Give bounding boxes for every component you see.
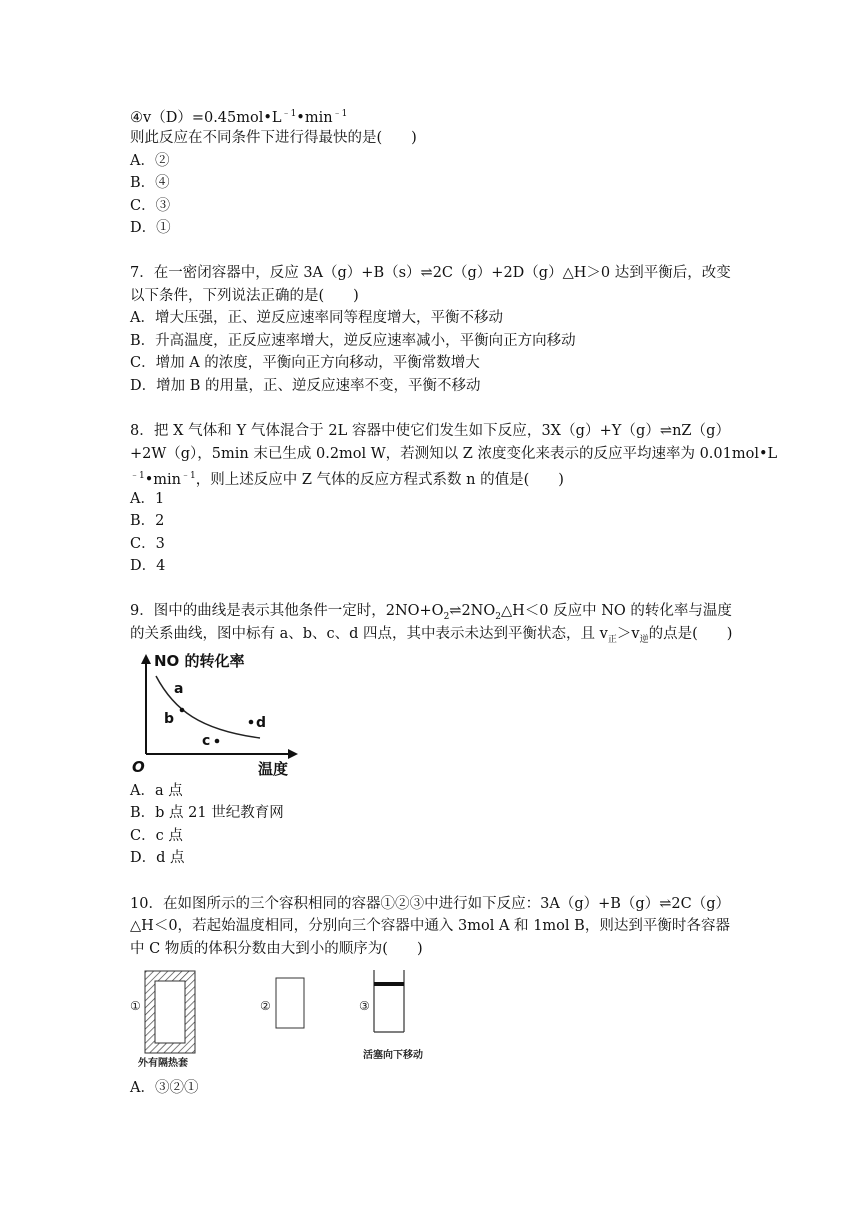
container-1-caption: 外有隔热套	[138, 1058, 188, 1069]
container-1-label: ①	[130, 999, 141, 1013]
q7-stem-line2: 以下条件，下列说法正确的是( )	[130, 288, 359, 304]
q8-option-a: A．1	[130, 491, 165, 507]
graph-xlabel: 温度	[258, 760, 289, 778]
q9-option-c: C．c 点	[130, 828, 183, 844]
q7-stem-line1: 7．在一密闭容器中，反应 3A（g）+B（s）⇌2C（g）+2D（g）△H＞0 达到平衡后，改变	[130, 265, 731, 281]
q7-option-a: A．增大压强，正、逆反应速率同等程度增大，平衡不移动	[130, 310, 503, 326]
point-c-label: c	[202, 733, 211, 749]
container-3-piston	[359, 970, 423, 1061]
q9-option-d: D．d 点	[130, 850, 185, 866]
q8-option-b: B．2	[130, 513, 165, 529]
q6-option-b: B．④	[130, 175, 170, 191]
q8-option-c: C．3	[130, 536, 165, 552]
q8-option-d: D．4	[130, 558, 166, 574]
y-axis-arrow	[141, 654, 151, 664]
q10-option-a: A．③②①	[130, 1080, 199, 1096]
q8-stem-line1: 8．把 X 气体和 Y 气体混合于 2L 容器中使它们发生如下反应，3X（g）+Y（g）⇌nZ（g）	[130, 423, 730, 439]
q10-stem-line1: 10．在如图所示的三个容积相同的容器①②③中进行如下反应：3A（g）+B（g）⇌2C（g）	[130, 896, 730, 912]
q10-stem-line2: △H＜0，若起始温度相同，分别向三个容器中通入 3mol A 和 1mol B，则达到平衡时各容器	[130, 918, 730, 934]
piston	[374, 982, 404, 986]
point-d-label: d	[256, 715, 267, 731]
point-b-marker	[180, 708, 185, 713]
q8-stem-line2: +2W（g），5min 末已生成 0.2mol W，若测知以 Z 浓度变化来表示的反应平均速率为 0.01mol•L	[130, 446, 778, 462]
q6-option-a: A．②	[130, 153, 170, 169]
container-2-label: ②	[260, 999, 271, 1013]
q8-stem-line3: $^{﹣1}•\min^{﹣1}$，则上述反应中 Z 气体的反应方程式系数 n 的值是( )	[130, 471, 564, 488]
q7-option-c: C．增加 A 的浓度，平衡向正方向移动，平衡常数增大	[130, 355, 480, 371]
container-3-caption: 活塞向下移动	[363, 1050, 423, 1061]
q6-option-c: C．③	[130, 198, 171, 214]
container-3-label: ③	[359, 999, 370, 1013]
no-conversion-temperature-graph	[130, 650, 310, 780]
point-a-label: a	[174, 681, 184, 697]
three-containers-figure	[128, 968, 448, 1070]
x-axis-arrow	[288, 749, 298, 759]
graph-ylabel: NO 的转化率	[154, 652, 245, 670]
container-2-plain	[260, 978, 304, 1028]
q10-stem-line3: 中 C 物质的体积分数由大到小的顺序为( )	[130, 941, 423, 957]
point-b-label: b	[164, 711, 175, 727]
q6-question: 则此反应在不同条件下进行得最快的是( )	[130, 130, 417, 146]
container-1-insulated	[130, 971, 195, 1069]
point-c-marker	[215, 739, 220, 744]
point-d-marker	[249, 720, 254, 725]
q6-option-d: D．①	[130, 220, 171, 236]
q7-option-d: D．增加 B 的用量，正、逆反应速率不变，平衡不移动	[130, 378, 481, 394]
q9-stem-line2: 的关系曲线，图中标有 a、b、c、d 四点，其中表示未达到平衡状态，且 $v_正>v_逆$的点是( )	[130, 626, 733, 645]
graph-origin-label: O	[132, 758, 145, 776]
q7-option-b: B．升高温度，正反应速率增大，逆反应速率减小，平衡向正方向移动	[130, 333, 576, 349]
equilibrium-curve	[156, 676, 260, 738]
q9-option-b: B．b 点 21 世纪教育网	[130, 805, 284, 821]
q9-option-a: A．a 点	[130, 783, 183, 799]
q9-stem-line1: 9．图中的曲线是表示其他条件一定时，$2NO+O_2\rightleftharpoons 2NO_2\triangle H<0$ 反应中 NO 的转化率与温度	[130, 603, 732, 622]
q6-item4: $④v(D)=0.45mol•L^{﹣1}•\min^{﹣1}$	[130, 109, 348, 126]
